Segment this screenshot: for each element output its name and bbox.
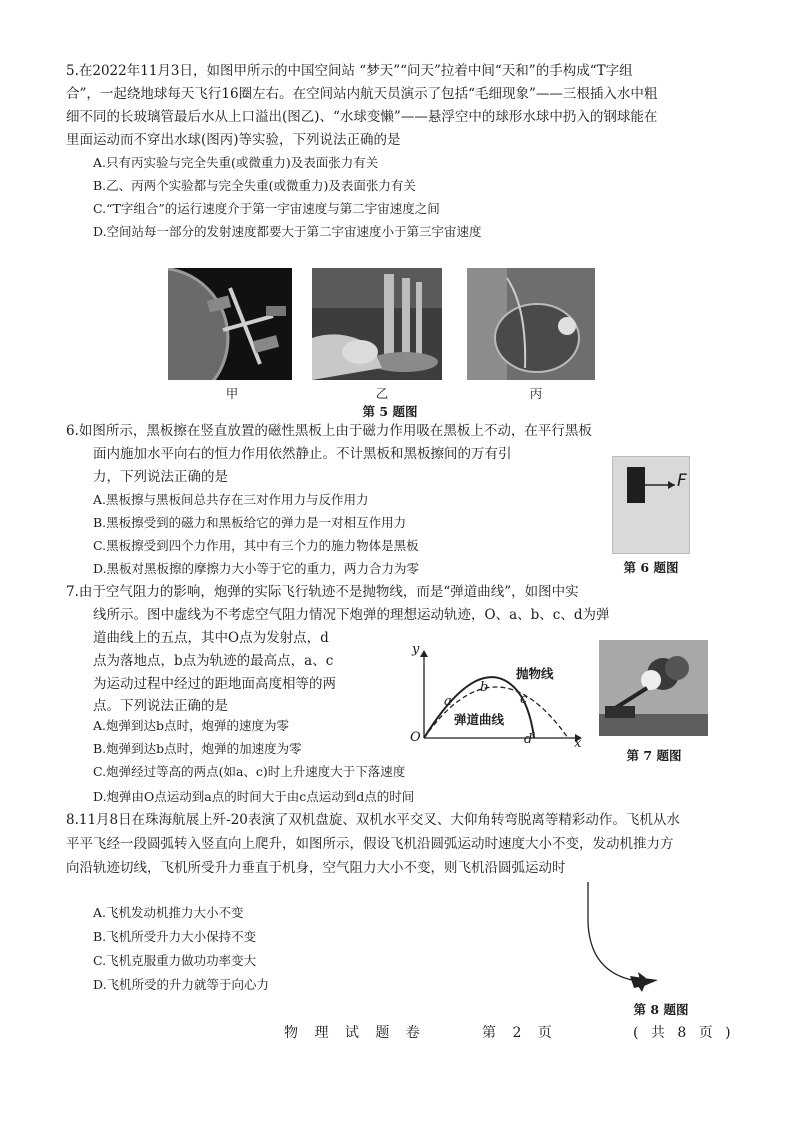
q7-option-d: D.炮弹由O点运动到a点的时间大于由c点运动到d点的时间 xyxy=(93,789,415,804)
q7-point-c: c xyxy=(520,692,528,707)
q8-caption: 第 8 题图 xyxy=(633,1002,689,1017)
q5-photo-bing xyxy=(467,268,595,380)
q5-line-2: 合”，一起绕地球每天飞行16圈左右。在空间站内航天员演示了包括“毛细现象”——三根插入水中粗 xyxy=(66,86,658,102)
space-station-illustration xyxy=(168,268,292,380)
q8-line-3: 向沿轨迹切线，飞机所受升力垂直于机身，空气阻力大小不变，则飞机沿圆弧运动时 xyxy=(66,860,566,876)
q7-line-2: 线所示。图中虚线为不考虑空气阻力情况下炮弹的理想运动轨迹，O、a、b、c、d为弹 xyxy=(93,607,610,623)
q5-label-jia: 甲 xyxy=(225,386,239,401)
q8-line-1: 8.11月8日在珠海航展上歼-20表演了双机盘旋、双机水平交叉、大仰角转弯脱离等精彩动作。飞机从水 xyxy=(66,812,680,828)
q5-line-4: 里面运动而不穿出水球(图丙)等实验，下列说法正确的是 xyxy=(66,132,401,148)
q7-parabola-label: 抛物线 xyxy=(516,666,554,681)
flight-arc-svg xyxy=(574,882,694,1000)
q7-option-c: C.炮弹经过等高的两点(如a、c)时上升速度大于下落速度 xyxy=(93,764,406,779)
q6-option-d: D.黑板对黑板擦的摩擦力大小等于它的重力，两力合力为零 xyxy=(93,561,420,576)
q5-line-1: 5.在2022年11月3日，如图甲所示的中国空间站 “梦天”“问天”拉着中间“天和”的手构成“T字组 xyxy=(66,63,633,79)
trajectory-svg xyxy=(400,642,590,752)
footer-subject: 物 理 试 题 卷 xyxy=(284,1025,426,1041)
q5-option-c: C.“T字组合”的运行速度介于第一宇宙速度与第二宇宙速度之间 xyxy=(93,201,440,216)
q7-option-b: B.炮弹到达b点时，炮弹的加速度为零 xyxy=(93,741,302,756)
q5-photo-yi xyxy=(312,268,442,380)
q6-line-1: 6.如图所示，黑板擦在竖直放置的磁性黑板上由于磁力作用吸在黑板上不动，在平行黑板 xyxy=(66,423,592,439)
q6-option-a: A.黑板擦与黑板间总共存在三对作用力与反作用力 xyxy=(93,492,369,507)
q5-option-d: D.空间站每一部分的发射速度都要大于第二宇宙速度小于第三宇宙速度 xyxy=(93,224,482,239)
q5-label-bing: 丙 xyxy=(529,386,543,401)
q6-option-b: B.黑板擦受到的磁力和黑板给它的弹力是一对相互作用力 xyxy=(93,515,407,530)
q6-caption: 第 6 题图 xyxy=(623,560,679,575)
footer-page-number: 第 2 页 xyxy=(482,1025,558,1041)
q8-flight-path-figure xyxy=(574,882,694,1000)
q7-point-b: b xyxy=(480,680,489,695)
footer-total-pages: ( 共 8 页 ) xyxy=(633,1025,735,1041)
q6-line-2: 面内施加水平向右的恒力作用依然静止。不计黑板和黑板擦间的万有引 xyxy=(93,446,512,462)
q6-figure xyxy=(612,456,690,554)
q7-line-6: 点。下列说法正确的是 xyxy=(93,698,228,714)
q6-force-label: F xyxy=(677,471,687,491)
q7-point-a: a xyxy=(444,694,452,709)
q7-caption: 第 7 题图 xyxy=(626,748,682,763)
q8-option-c: C.飞机克服重力做功功率变大 xyxy=(93,953,257,968)
water-ball-illustration xyxy=(467,268,595,380)
q7-photo-artillery xyxy=(599,640,708,736)
q5-line-3: 细不同的长玻璃管最后水从上口溢出(图乙)、“水球变懒”——悬浮空中的球形水球中扔入的钢球能在 xyxy=(66,109,658,125)
q7-line-5: 为运动过程中经过的距地面高度相等的两 xyxy=(93,676,336,692)
q7-y-axis-label: y xyxy=(412,642,420,657)
q5-option-b: B.乙、丙两个实验都与完全失重(或微重力)及表面张力有关 xyxy=(93,178,416,193)
q5-photo-jia xyxy=(168,268,292,380)
q6-option-c: C.黑板擦受到四个力作用，其中有三个力的施力物体是黑板 xyxy=(93,538,419,553)
q8-option-a: A.飞机发动机推力大小不变 xyxy=(93,905,244,920)
q7-x-axis-label: x xyxy=(574,736,582,751)
q7-line-3: 道曲线上的五点，其中O点为发射点，d xyxy=(93,630,329,646)
capillary-tubes-illustration xyxy=(312,268,442,380)
q8-line-2: 平平飞经一段圆弧转入竖直向上爬升，如图所示，假设飞机沿圆弧运动时速度大小不变，发动机推力方 xyxy=(66,836,674,852)
q5-label-yi: 乙 xyxy=(375,386,389,401)
q5-caption: 第 5 题图 xyxy=(362,404,418,419)
q7-ballistic-label: 弹道曲线 xyxy=(454,712,505,727)
q7-trajectory-diagram xyxy=(400,642,590,752)
q7-point-d: d xyxy=(524,732,533,747)
q7-origin-label: O xyxy=(410,730,421,745)
q8-option-d: D.飞机所受的升力就等于向心力 xyxy=(93,977,270,992)
artillery-illustration xyxy=(599,640,708,736)
q6-line-3: 力，下列说法正确的是 xyxy=(93,469,228,485)
q7-line-1: 7.由于空气阻力的影响，炮弹的实际飞行轨迹不是抛物线，而是“弹道曲线”，如图中实 xyxy=(66,584,579,600)
q7-option-a: A.炮弹到达b点时，炮弹的速度为零 xyxy=(93,718,290,733)
q7-line-4: 点为落地点，b点为轨迹的最高点，a、c xyxy=(93,653,334,669)
q5-option-a: A.只有丙实验与完全失重(或微重力)及表面张力有关 xyxy=(93,155,379,170)
q8-option-b: B.飞机所受升力大小保持不变 xyxy=(93,929,257,944)
